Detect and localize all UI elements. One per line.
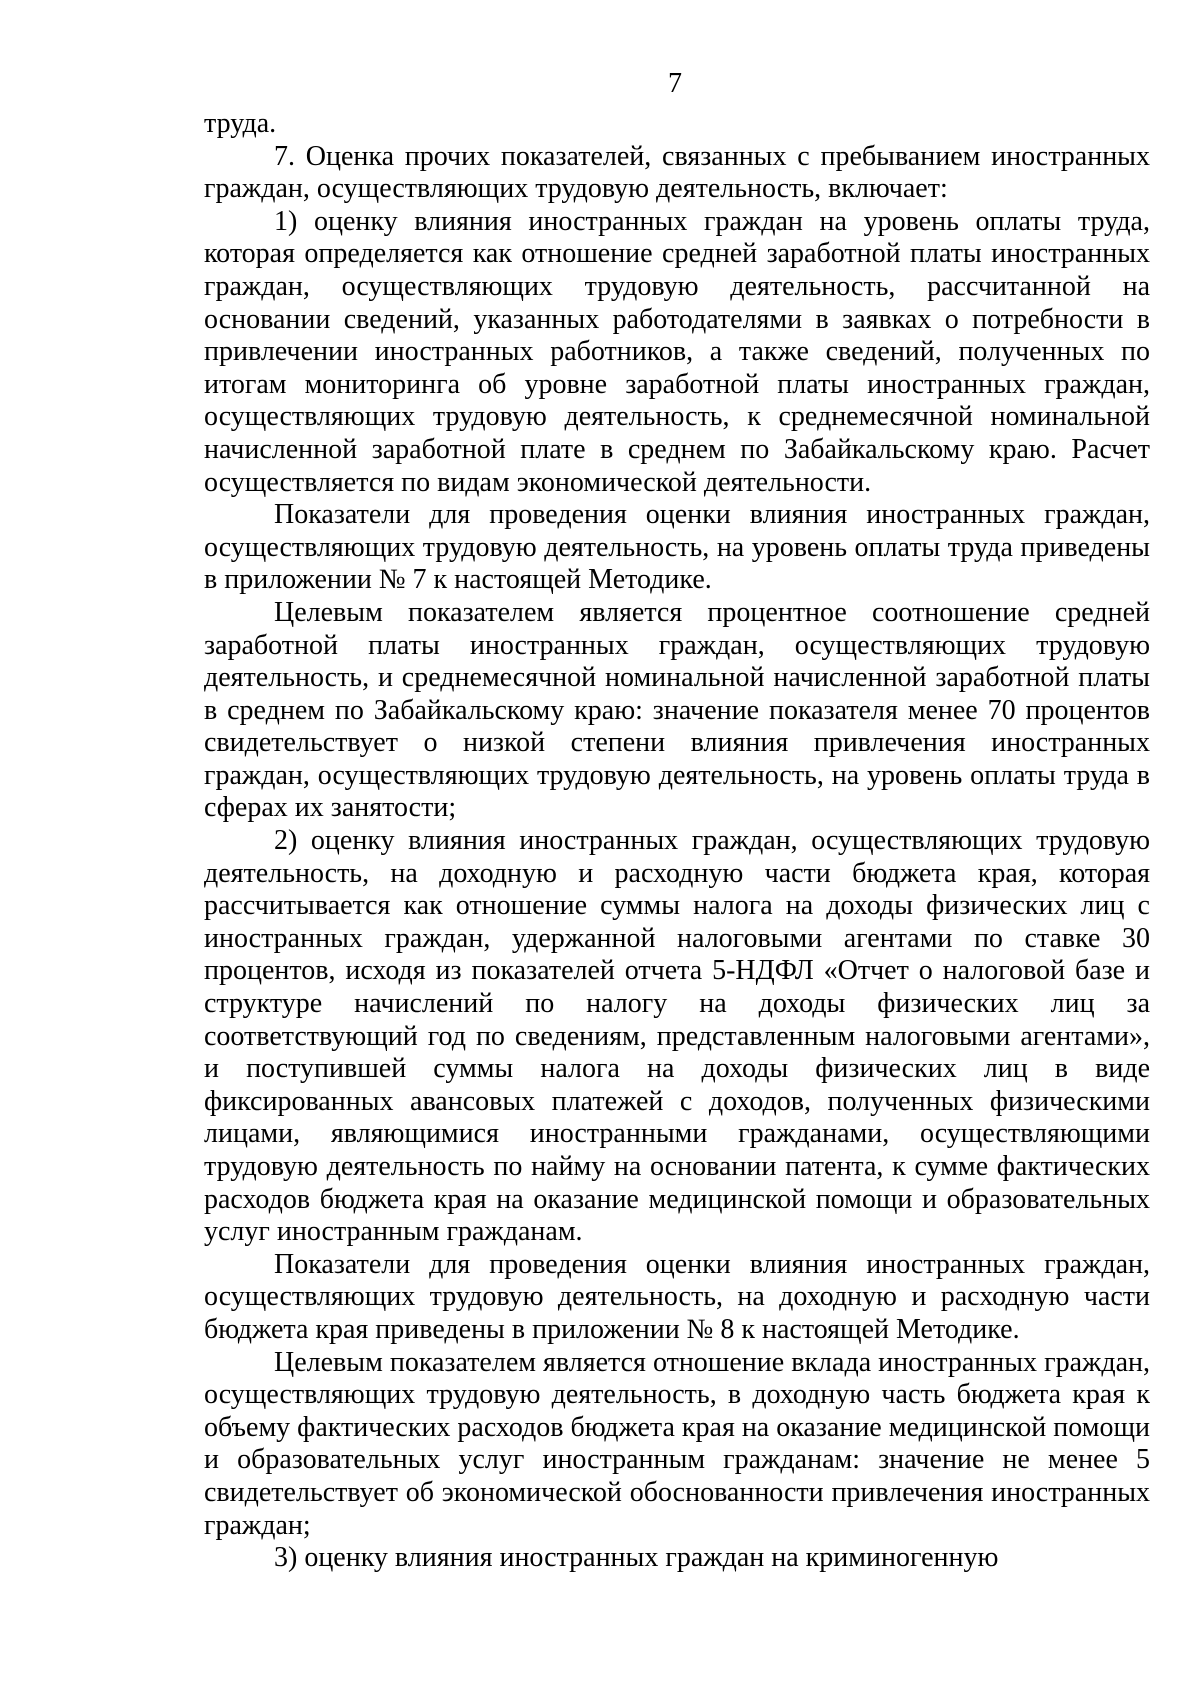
paragraph-indicators-appendix-7: Показатели для проведения оценки влияния иностранных граждан, осуществляющих трудовую деятельность, на уровень оплаты труда приведены в приложении № 7 к настоящей Методике. <box>204 499 1150 596</box>
paragraph-subitem-2: 2) оценку влияния иностранных граждан, осуществляющих трудовую деятельность, на доходную и расходную части бюджета края, которая рассчитывается как отношение суммы налога на доходы физических лиц с иностранных граждан, удержанной налоговыми агентами по ставке 30 процентов, исходя из показателей отчета 5-НДФЛ «Отчет о налоговой базе и структуре начислений по налогу на доходы физических лиц за соответствующий год по сведениям, представленным налоговыми агентами», и поступившей суммы налога на доходы физических лиц в виде фиксированных авансовых платежей с доходов, полученных физическими лицами, являющимися иностранными гражданами, осуществляющими трудовую деятельность по найму на основании патента, к сумме фактических расходов бюджета края на оказание медицинской помощи и образовательных услуг иностранным гражданам. <box>204 825 1150 1248</box>
paragraph-target-indicator-wages: Целевым показателем является процентное соотношение средней заработной платы иностранных граждан, осуществляющих трудовую деятельность, и среднемесячной номинальной начисленной заработной платы в среднем по Забайкальскому краю: значение показателя менее 70 процентов свидетельствует о низкой степени влияния привлечения иностранных граждан, осуществляющих трудовую деятельность, на уровень оплаты труда в сферах их занятости; <box>204 596 1150 824</box>
paragraph-subitem-1: 1) оценку влияния иностранных граждан на уровень оплаты труда, которая определяется как отношение средней заработной платы иностранных граждан, осуществляющих трудовую деятельность, рассчитанной на основании сведений, указанных работодателями в заявках о потребности в привлечении иностранных работников, а также сведений, полученных по итогам мониторинга об уровне заработной платы иностранных граждан, осуществляющих трудовую деятельность, к среднемесячной номинальной начисленной заработной плате в среднем по Забайкальскому краю. Расчет осуществляется по видам экономической деятельности. <box>204 205 1150 498</box>
paragraph-continuation: труда. <box>204 108 277 139</box>
page-number: 7 <box>668 68 682 99</box>
paragraph-target-indicator-budget: Целевым показателем является отношение вклада иностранных граждан, осуществляющих трудовую деятельность, в доходную часть бюджета края к объему фактических расходов бюджета края на оказание медицинской помощи и образовательных услуг иностранным гражданам: значение не менее 5 свидетельствует об экономической обоснованности привлечения иностранных граждан; <box>204 1346 1150 1541</box>
paragraph-item-7: 7. Оценка прочих показателей, связанных с пребыванием иностранных граждан, осуществляющих трудовую деятельность, включает: <box>204 140 1150 205</box>
paragraph-indicators-appendix-8: Показатели для проведения оценки влияния иностранных граждан, осуществляющих трудовую деятельность, на доходную и расходную части бюджета края приведены в приложении № 8 к настоящей Методике. <box>204 1248 1150 1345</box>
paragraph-subitem-3: 3) оценку влияния иностранных граждан на криминогенную <box>274 1542 999 1574</box>
document-body <box>204 108 1150 1575</box>
